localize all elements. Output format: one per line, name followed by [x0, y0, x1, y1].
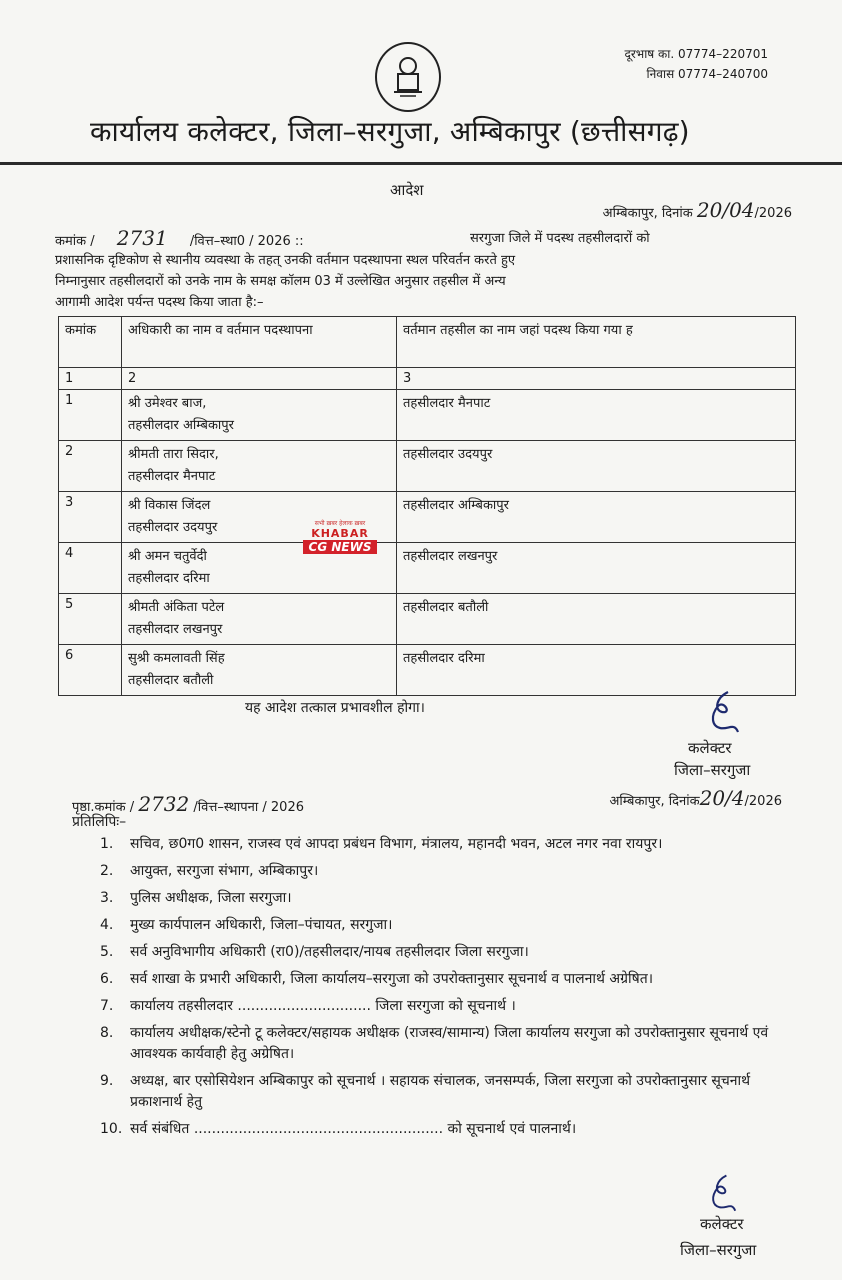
order-number-hand: 2731: [116, 226, 168, 250]
order-number-prefix: कमांक /: [55, 234, 95, 249]
table-header-row: [59, 317, 796, 368]
list-item-number: 3.: [100, 890, 114, 906]
endorsement-date-year: /2026: [744, 794, 782, 809]
list-item-text: सर्व संबंधित ........................................................ को सूचनार्थ एवं पालनार्थ।: [130, 1121, 577, 1137]
col-number-1: 1: [59, 368, 122, 390]
header-officer: अधिकारी का नाम व वर्तमान पदस्थापना: [122, 317, 397, 368]
list-item: [100, 861, 790, 882]
row-new-post: तहसीलदार अम्बिकापुर: [397, 492, 796, 543]
endorsement-date: [610, 786, 783, 810]
row-new-post: तहसीलदार उदयपुर: [397, 441, 796, 492]
list-item-number: 5.: [100, 944, 114, 960]
officer-current-post: तहसीलदार लखनपुर: [128, 622, 223, 637]
list-item-text: पुलिस अधीक्षक, जिला सरगुजा।: [130, 890, 292, 906]
list-item-text: सर्व शाखा के प्रभारी अधिकारी, जिला कार्यालय–सरगुजा को उपरोक्तानुसार सूचनार्थ व पालनार्थ अग्रेषित।: [130, 971, 654, 987]
endorsement-date-prefix: अम्बिकापुर, दिनांक: [609, 794, 700, 809]
list-item-number: 8.: [100, 1025, 114, 1041]
list-item: [100, 969, 790, 990]
signature-2-designation: कलेक्टर: [700, 1215, 744, 1233]
list-item: [100, 834, 790, 855]
list-item: [100, 1119, 790, 1140]
officer-current-post: तहसीलदार बतौली: [128, 673, 214, 688]
state-emblem-icon: [375, 42, 441, 112]
list-item-text: अध्यक्ष, बार एसोसियेशन अम्बिकापुर को सूचनार्थ । सहायक संचालक, जनसम्पर्क, जिला सरगुजा को उपरोक्तानुसार सूचनार्थ प्रकाशनार्थ हेतु: [130, 1073, 751, 1110]
list-item-text: आयुक्त, सरगुजा संभाग, अम्बिकापुर।: [130, 863, 319, 879]
intro-line-4: आगामी आदेश पर्यन्त पदस्थ किया जाता है:–: [55, 295, 264, 310]
signature-2-district: जिला–सरगुजा: [680, 1241, 757, 1259]
endorsement-number-suffix: /वित्त–स्थापना / 2026: [193, 800, 304, 815]
transfer-table: [58, 316, 796, 696]
list-item-text: कार्यालय तहसीलदार .............................. जिला सरगुजा को सूचनार्थ ।: [130, 998, 516, 1014]
row-officer: [122, 645, 397, 696]
table-row: [59, 594, 796, 645]
list-item-text: कार्यालय अधीक्षक/स्टेनो टू कलेक्टर/सहायक अधीक्षक (राजस्व/सामान्य) जिला कार्यालय सरगुजा को उपरोक्तानुसार सूचनार्थ एवं आवश्यक कार्यवाही हेतु अग्रेषित।: [130, 1025, 769, 1062]
signature-1-district: जिला–सरगुजा: [674, 761, 751, 779]
table-row: [59, 441, 796, 492]
collector-signature-2-icon: [700, 1172, 744, 1216]
list-item: [100, 888, 790, 909]
order-number: [55, 226, 304, 250]
table-row: [59, 645, 796, 696]
news-watermark: [292, 518, 388, 554]
intro-paragraph: [55, 250, 795, 313]
phone-block: [624, 44, 768, 84]
list-item: [100, 915, 790, 936]
header-divider: [0, 162, 842, 165]
officer-name: श्री उमेश्वर बाज,: [128, 396, 207, 411]
signature-1-designation: कलेक्टर: [688, 739, 732, 757]
order-date: [603, 198, 792, 222]
officer-name: श्री विकास जिंदल: [128, 498, 211, 513]
phone-residence: निवास 07774–240700: [646, 67, 768, 81]
officer-name: सुश्री कमलावती सिंह: [128, 651, 225, 666]
list-item-number: 7.: [100, 998, 114, 1014]
list-item-text: मुख्य कार्यपालन अधिकारी, जिला–पंचायत, सरगुजा।: [130, 917, 393, 933]
table-row: [59, 390, 796, 441]
table-row: [59, 543, 796, 594]
order-date-year: /2026: [754, 206, 792, 221]
row-sn: 1: [59, 390, 122, 441]
officer-current-post: तहसीलदार दरिमा: [128, 571, 210, 586]
table-number-row: [59, 368, 796, 390]
officer-current-post: तहसीलदार उदयपुर: [128, 520, 218, 535]
officer-name: श्रीमती तारा सिदार,: [128, 447, 219, 462]
list-item-text: सर्व अनुविभागीय अधिकारी (रा0)/तहसीलदार/नायब तहसीलदार जिला सरगुजा।: [130, 944, 529, 960]
copy-label: प्रतिलिपिः–: [72, 814, 127, 830]
list-item-number: 10.: [100, 1121, 123, 1137]
watermark-name: CG NEWS: [303, 540, 378, 554]
office-title: कार्यालय कलेक्टर, जिला–सरगुजा, अम्बिकापुर (छत्तीसगढ़): [90, 115, 690, 148]
endorsement-date-hand: 20/4: [699, 786, 745, 810]
order-date-prefix: अम्बिकापुर, दिनांक: [602, 206, 693, 221]
row-new-post: तहसीलदार दरिमा: [397, 645, 796, 696]
watermark-tagline: सभी ख़बर हेलाक ख़बर: [314, 519, 366, 527]
effect-note: यह आदेश तत्काल प्रभावशील होगा।: [245, 700, 425, 716]
row-new-post: तहसीलदार लखनपुर: [397, 543, 796, 594]
officer-current-post: तहसीलदार अम्बिकापुर: [128, 418, 235, 433]
col-number-3: 3: [397, 368, 796, 390]
order-date-hand: 20/04: [696, 198, 755, 222]
endorsement-number-prefix: पृष्ठा.कमांक /: [72, 800, 135, 815]
list-item: [100, 1071, 790, 1113]
list-item: [100, 942, 790, 963]
row-new-post: तहसीलदार मैनपाट: [397, 390, 796, 441]
row-new-post: तहसीलदार बतौली: [397, 594, 796, 645]
officer-name: श्रीमती अंकिता पटेल: [128, 600, 225, 615]
officer-name: श्री अमन चतुर्वेदी: [128, 549, 207, 564]
list-item-text: सचिव, छ0ग0 शासन, राजस्व एवं आपदा प्रबंधन विभाग, मंत्रालय, महानदी भवन, अटल नगर नवा रायपुर।: [130, 836, 663, 852]
list-item-number: 9.: [100, 1073, 114, 1089]
row-sn: 3: [59, 492, 122, 543]
order-title: आदेश: [390, 181, 424, 199]
phone-office: दूरभाष का. 07774–220701: [624, 47, 768, 61]
list-item-number: 2.: [100, 863, 114, 879]
order-number-suffix: /वित्त–स्था0 / 2026 ::: [189, 234, 304, 249]
row-sn: 6: [59, 645, 122, 696]
row-officer: [122, 441, 397, 492]
officer-current-post: तहसीलदार मैनपाट: [128, 469, 216, 484]
copy-list: [100, 834, 790, 1146]
row-sn: 4: [59, 543, 122, 594]
list-item: [100, 996, 790, 1017]
header-sn: कमांक: [59, 317, 122, 368]
endorsement-number-hand: 2732: [138, 792, 190, 816]
col-number-2: 2: [122, 368, 397, 390]
list-item: [100, 1023, 790, 1065]
row-sn: 5: [59, 594, 122, 645]
row-officer: [122, 594, 397, 645]
intro-line-1: सरगुजा जिले में पदस्थ तहसीलदारों को: [470, 231, 650, 246]
row-sn: 2: [59, 441, 122, 492]
list-item-number: 1.: [100, 836, 114, 852]
watermark-brand: KHABAR: [311, 526, 369, 540]
intro-line-3: निम्नानुसार तहसीलदारों को उनके नाम के समक्ष कॉलम 03 में उल्लेखित अनुसार तहसील में अन्य: [55, 274, 506, 289]
intro-line-2: प्रशासनिक दृष्टिकोण से स्थानीय व्यवस्था के तहत् उनकी वर्तमान पदस्थापना स्थल परिवर्तन करते हुए: [55, 253, 516, 268]
header-new-tehsil: वर्तमान तहसील का नाम जहां पदस्थ किया गया ह: [397, 317, 796, 368]
list-item-number: 4.: [100, 917, 114, 933]
list-item-number: 6.: [100, 971, 114, 987]
table-row: [59, 492, 796, 543]
collector-signature-icon: [698, 688, 748, 738]
row-officer: [122, 390, 397, 441]
